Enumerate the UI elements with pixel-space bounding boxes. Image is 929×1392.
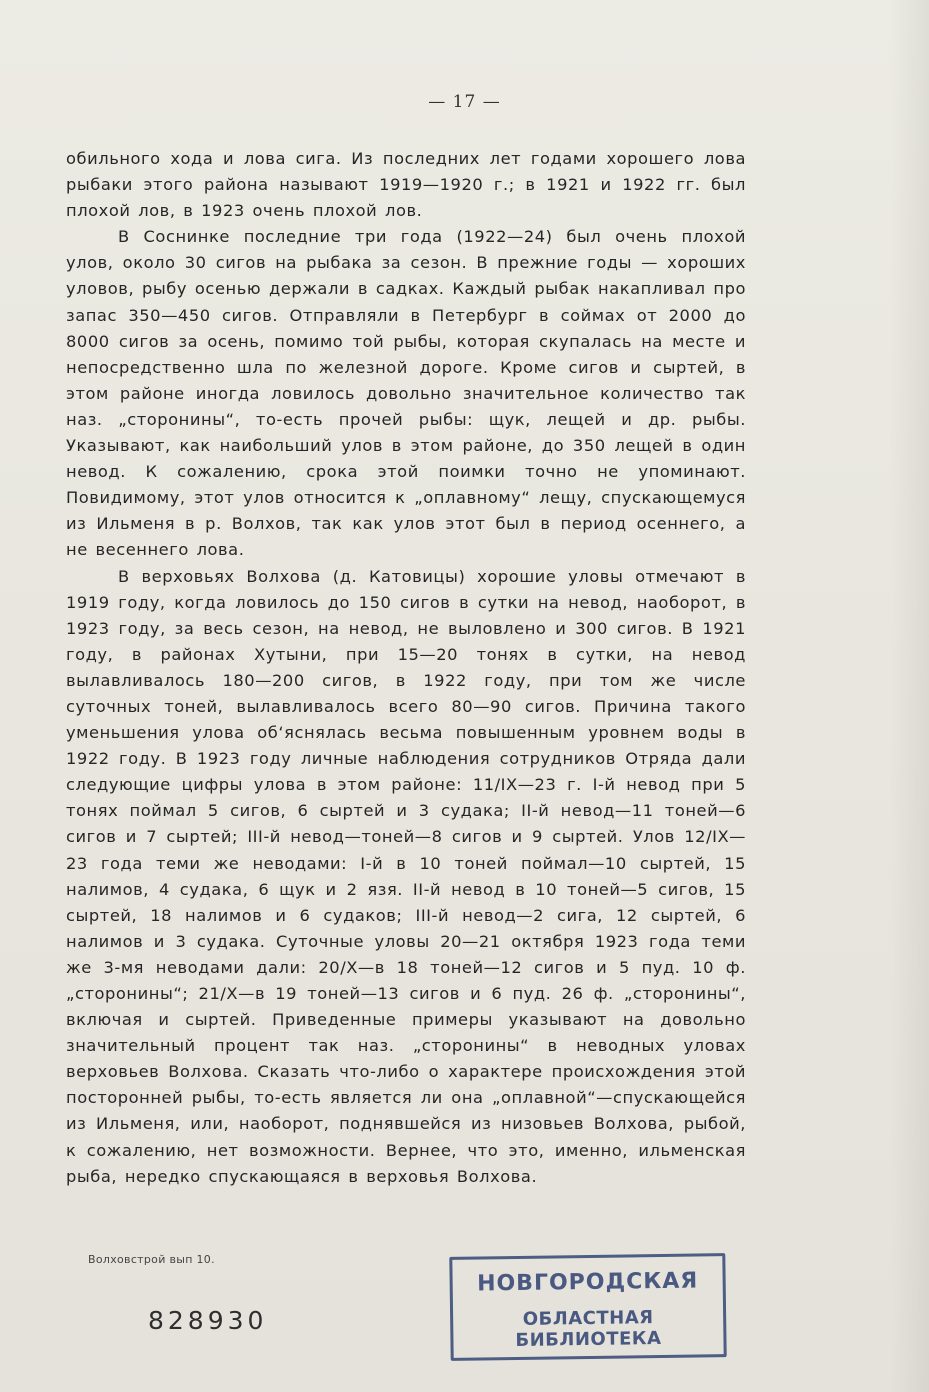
paragraph-2: В Соснинке последние три года (1922—24) был очень плохой улов, около 30 сигов на рыбака за сезон. В прежние годы — хороших уловов, рыбу осенью держали в садках. Каждый рыбак накапливал про запас 350—450 сигов. Отправляли в Петербург в соймах от 2000 до 8000 сигов за осень, помимо той рыбы, которая скупалась на месте и непосредственно шла по железной дороге. Кроме сигов и сыртей, в этом районе иногда ловилось довольно значительное количество так наз. „сторонины“, то-есть прочей рыбы: щук, лещей и др. рыбы. Указывают, как наибольший улов в этом районе, до 350 лещей в один невод. К сожалению, срока этой поимки точно не упоминают. Повидимому, этот улов относится к „оплавному“ лещу, спускающемуся из Ильменя в р. Волхов, так как улов этот был в период осеннего, а не весеннего лова. xyxy=(66,227,746,560)
page-edge-shadow xyxy=(889,0,929,1392)
paragraph-3: В верховьях Волхова (д. Катовицы) хорошие уловы отмечают в 1919 году, когда ловилось до 150 сигов в сутки на невод, наоборот, в 1923 году, за весь сезон, на невод, не выловлено и 300 сигов. В 1921 году, в районах Хутыни, при 15—20 тонях в сутки, на невод вылавливалось 180—200 сигов, в 1922 году, при том же числе суточных тоней, вылавливалось всего 80—90 сигов. Причина такого уменьшения улова об‘яснялась весьма повышенным уровнем воды в 1922 году. В 1923 году личные наблюдения сотрудников Отряда дали следующие цифры улова в этом районе: 11/IX—23 г. І-й невод при 5 тонях поймал 5 сигов, 6 сыртей и 3 судака; ІІ-й невод—11 тоней—6 сигов и 7 сыртей; ІІІ-й невод—тоней—8 сигов и 9 сыртей. Улов 12/IX—23 года теми же неводами: І-й в 10 тоней поймал—10 сыртей, 15 налимов, 4 судака, 6 щук и 2 язя. ІІ-й невод в 10 тоней—5 сигов, 15 сыртей, 18 налимов и 6 судаков; ІІІ-й невод—2 сига, 12 сыртей, 6 налимов и 3 судака. Суточные уловы 20—21 октября 1923 года теми же 3-мя неводами дали: 20/X—в 18 тоней—12 сигов и 5 пуд. 10 ф. „сторонины“; 21/X—в 19 тоней—13 сигов и 6 пуд. 26 ф. „сторонины“, включая и сыртей. Приведенные примеры указывают на довольно значительный процент так наз. „сторонины“ в неводных уловах верховьев Волхова. Сказать что-либо о характере происхождения этой посторонней рыбы, то-есть является ли она „оплавной“—спускающейся из Ильменя, или, наоборот, поднявшейся из низовьев Волхова, рыбой, к сожалению, нет возможности. Вернее, что это, именно, ильменская рыба, нередко спускающаяся в верховья Волхова. xyxy=(66,566,746,1186)
inventory-number: 828930 xyxy=(148,1306,268,1335)
paragraph-1: обильного хода и лова сига. Из последних лет годами хорошего лова рыбаки этого района называют 1919—1920 г.; в 1921 и 1922 гг. был плохой лов, в 1923 очень плохой лов. xyxy=(66,149,746,221)
page-number: — 17 — xyxy=(428,92,501,112)
library-stamp xyxy=(449,1253,726,1361)
body-text xyxy=(66,146,746,1190)
stamp-line-1: НОВГОРОДСКАЯ xyxy=(476,1268,699,1297)
stamp-line-2: ОБЛАСТНАЯ БИБЛИОТЕКА xyxy=(515,1307,662,1352)
footer-note: Волховстрой вып 10. xyxy=(88,1253,215,1266)
